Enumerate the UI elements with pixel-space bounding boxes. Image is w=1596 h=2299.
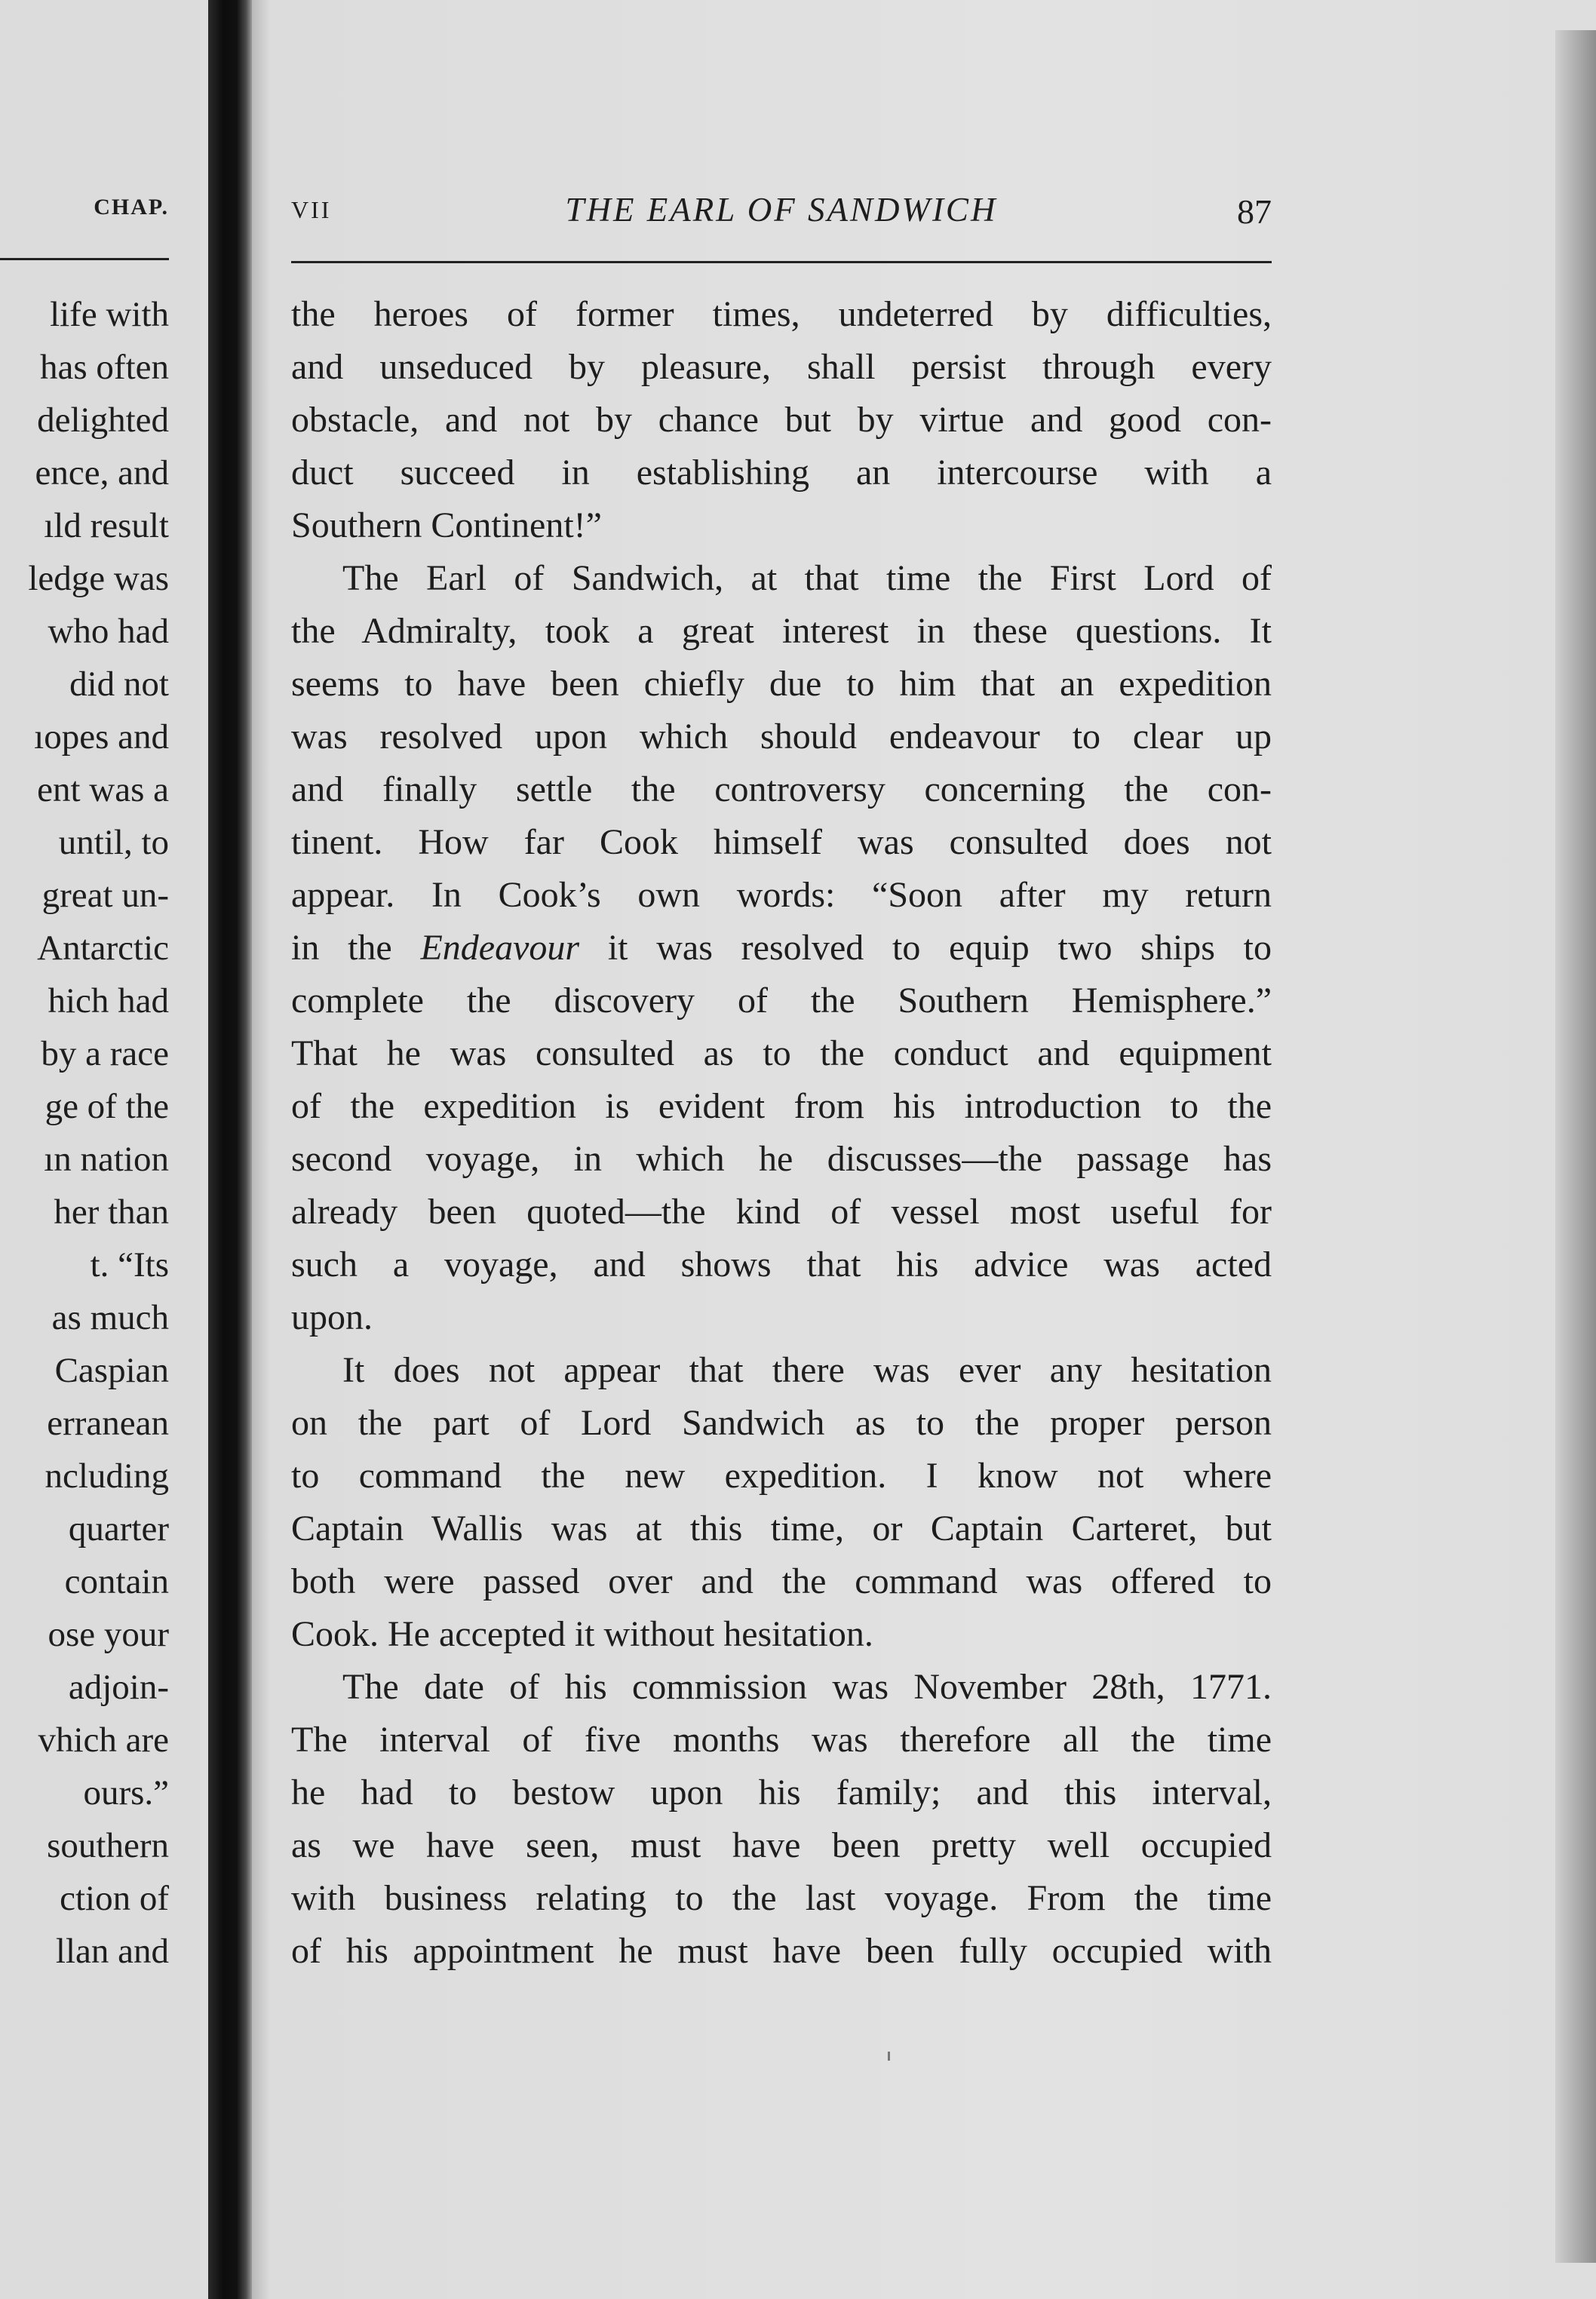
page-edge <box>1555 30 1596 2263</box>
facing-page-line: ncluding <box>45 1456 169 1496</box>
facing-page <box>0 0 208 2299</box>
facing-page-line: until, to <box>58 823 169 862</box>
ship-name-italic: Endeavour <box>420 928 580 968</box>
facing-page-line: ent was a <box>37 770 169 809</box>
page-number: 87 <box>1237 192 1272 231</box>
chapter-number: VII <box>291 196 332 223</box>
facing-page-line: contain <box>64 1562 169 1601</box>
facing-page-line: ıld result <box>44 506 169 545</box>
facing-page-line: erranean <box>47 1404 169 1443</box>
facing-page-line: delighted <box>37 401 169 440</box>
facing-page-line: ıopes and <box>34 717 169 757</box>
text-line: Southern Continent!” <box>291 505 602 545</box>
text-line: appear. In Cook’s own words: “Soon after my return <box>291 875 1272 915</box>
text-line: second voyage, in which he discusses—the passage has <box>291 1139 1272 1179</box>
text-line: of the expedition is evident from his introduction to the <box>291 1086 1272 1126</box>
facing-page-line: her than <box>54 1192 169 1232</box>
facing-page-rule <box>0 258 169 260</box>
facing-page-line: llan and <box>55 1932 169 1971</box>
text-line: obstacle, and not by chance but by virtue and good con- <box>291 400 1272 440</box>
text-line: both were passed over and the command was offered to <box>291 1561 1272 1601</box>
facing-page-line: as much <box>51 1298 169 1337</box>
book-spine <box>208 0 252 2299</box>
ink-speck <box>888 2052 890 2061</box>
text-line: The date of his commission was November 28th, 1771. <box>342 1667 1272 1707</box>
facing-page-line: ence, and <box>35 453 169 493</box>
facing-page-line: vhich are <box>38 1720 169 1760</box>
text-line: complete the discovery of the Southern Hemisphere.” <box>291 981 1272 1021</box>
text-line: upon. <box>291 1297 373 1337</box>
facing-page-line: quarter <box>68 1509 169 1549</box>
body-text <box>291 288 1272 1978</box>
text-line: the Admiralty, took a great interest in these questions. It <box>291 611 1272 651</box>
facing-page-line: ledge was <box>28 559 169 598</box>
text-line: tinent. How far Cook himself was consulted does not <box>291 822 1272 862</box>
text-line: It does not appear that there was ever any hesitation <box>342 1350 1272 1390</box>
facing-page-line: ge of the <box>45 1087 169 1126</box>
text-segment: in the <box>291 928 392 968</box>
facing-page-line: ın nation <box>44 1140 169 1179</box>
text-line: The Earl of Sandwich, at that time the First Lord of <box>342 558 1272 598</box>
text-line: duct succeed in establishing an intercourse with a <box>291 453 1272 493</box>
facing-page-line: life with <box>50 295 169 334</box>
facing-page-chap-label: CHAP. <box>94 195 169 219</box>
text-line: as we have seen, must have been pretty well occupied <box>291 1825 1272 1865</box>
text-line: the heroes of former times, undeterred by difficulties, <box>291 294 1272 334</box>
text-line: already been quoted—the kind of vessel most useful for <box>291 1192 1272 1232</box>
text-line: such a voyage, and shows that his advice was acted <box>291 1245 1272 1285</box>
facing-page-line: great un- <box>41 876 169 915</box>
facing-page-line: Antarctic <box>37 929 169 968</box>
text-line: Captain Wallis was at this time, or Captain Carteret, but <box>291 1509 1272 1549</box>
running-title: THE EARL OF SANDWICH <box>565 191 998 229</box>
text-line: That he was consulted as to the conduct and equipment <box>291 1033 1272 1073</box>
text-line: and unseduced by pleasure, shall persist through every <box>291 347 1272 387</box>
facing-page-line: adjoin- <box>68 1668 169 1707</box>
facing-page-line: did not <box>69 665 169 704</box>
text-line: with business relating to the last voyage. From the time <box>291 1878 1272 1918</box>
text-line: Cook. He accepted it without hesitation. <box>291 1614 873 1654</box>
facing-page-line: t. “Its <box>90 1245 169 1285</box>
header-rule <box>291 261 1272 263</box>
text-line: of his appointment he must have been fully occupied with <box>291 1931 1272 1971</box>
facing-page-line: ours.” <box>83 1773 169 1812</box>
running-head <box>291 190 1272 235</box>
text-line-with-italic <box>291 922 1272 975</box>
facing-page-line: who had <box>48 612 169 651</box>
facing-page-line: by a race <box>41 1034 169 1073</box>
text-line: seems to have been chiefly due to him that an expedition <box>291 664 1272 704</box>
text-segment: it was resolved to equip two ships to <box>607 928 1272 968</box>
text-line: he had to bestow upon his family; and this interval, <box>291 1773 1272 1812</box>
facing-page-line: ction of <box>60 1879 169 1918</box>
text-line: was resolved upon which should endeavour to clear up <box>291 717 1272 757</box>
facing-page-line: ose your <box>48 1615 169 1654</box>
facing-page-line: Caspian <box>54 1351 169 1390</box>
text-line: to command the new expedition. I know not where <box>291 1456 1272 1496</box>
text-line: and finally settle the controversy concerning the con- <box>291 769 1272 809</box>
facing-page-text <box>28 288 169 1978</box>
facing-page-line: hich had <box>48 981 169 1021</box>
facing-page-line: has often <box>40 348 169 387</box>
facing-page-line: southern <box>47 1826 169 1865</box>
text-line: on the part of Lord Sandwich as to the proper person <box>291 1403 1272 1443</box>
text-line: The interval of five months was therefore all the time <box>291 1720 1272 1760</box>
